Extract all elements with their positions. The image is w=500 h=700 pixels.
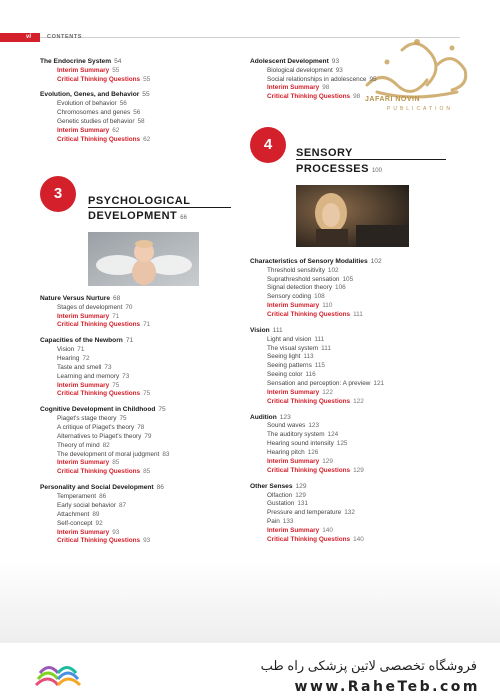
entry-page: 75 xyxy=(119,414,127,422)
entry-title: Light and vision xyxy=(267,335,312,343)
toc-entry[interactable] xyxy=(250,362,460,371)
toc-entry[interactable] xyxy=(40,100,240,109)
toc-entry[interactable] xyxy=(40,364,240,373)
chapter-title-line1: PSYCHOLOGICAL xyxy=(88,195,191,207)
section-heading[interactable] xyxy=(40,91,240,100)
section-page: 111 xyxy=(272,327,283,335)
footer-url-link[interactable]: www.RaheTeb.com xyxy=(294,679,480,695)
toc-entry-highlight[interactable] xyxy=(250,93,460,102)
toc-entry[interactable] xyxy=(250,422,460,431)
entry-page: 125 xyxy=(336,440,348,448)
toc-entry-highlight[interactable] xyxy=(40,127,240,136)
right-column xyxy=(250,58,460,109)
entry-title: Genetic studies of behavior xyxy=(57,117,135,125)
toc-entry[interactable] xyxy=(250,431,460,440)
chapter-title-line2: PROCESSES xyxy=(296,163,369,175)
entry-page: 106 xyxy=(335,284,346,292)
section-heading[interactable] xyxy=(250,414,460,423)
entry-title: Threshold sensitivity xyxy=(267,266,325,274)
toc-entry[interactable] xyxy=(250,509,460,518)
entry-page: 116 xyxy=(305,371,316,379)
entry-page: 110 xyxy=(322,302,333,310)
entry-title: Critical Thinking Questions xyxy=(57,537,141,545)
entry-title: The visual system xyxy=(267,344,319,352)
entry-title: Biological development xyxy=(267,66,333,74)
entry-page: 72 xyxy=(82,354,90,362)
section-title: Audition xyxy=(250,413,277,421)
entry-title: Interim Summary xyxy=(57,459,110,467)
toc-entry-highlight[interactable] xyxy=(250,536,460,545)
entry-page: 56 xyxy=(119,100,127,107)
toc-entry-highlight[interactable] xyxy=(250,302,460,311)
toc-entry-highlight[interactable] xyxy=(250,458,460,467)
toc-entry[interactable] xyxy=(40,451,240,460)
entry-title: Temperament xyxy=(57,492,97,500)
toc-section xyxy=(250,327,460,407)
entry-page: 133 xyxy=(282,518,294,526)
toc-section xyxy=(250,58,460,102)
section-page: 54 xyxy=(114,58,122,65)
section-title: Evolution, Genes, and Behavior xyxy=(40,91,140,99)
toc-entry-highlight[interactable] xyxy=(40,321,240,330)
toc-section xyxy=(40,58,240,84)
toc-entry[interactable] xyxy=(250,353,460,362)
toc-section xyxy=(250,414,460,476)
chapter-title-line2-wrap xyxy=(296,162,382,178)
watermark-line1: JAFARI NOVIN xyxy=(365,96,421,103)
entry-page: 71 xyxy=(77,345,85,353)
entry-page: 140 xyxy=(353,536,364,544)
toc-entry[interactable] xyxy=(250,267,460,276)
entry-title: Alternatives to Piaget's theory xyxy=(57,432,142,440)
toc-entry[interactable] xyxy=(40,373,240,382)
section-page: 75 xyxy=(158,406,166,414)
chapter-page: 100 xyxy=(371,168,382,174)
entry-page: 111 xyxy=(314,335,325,343)
entry-page: 98 xyxy=(353,93,361,101)
page-number: vi xyxy=(0,33,40,42)
entry-page: 123 xyxy=(308,422,320,430)
toc-entry[interactable] xyxy=(40,520,240,529)
footer-fade xyxy=(0,560,500,650)
section-title: Capacities of the Newborn xyxy=(40,337,123,345)
entry-page: 58 xyxy=(137,117,145,125)
toc-entry-highlight[interactable] xyxy=(40,537,240,546)
entry-page: 93 xyxy=(335,66,343,74)
entry-title: Chromosomes and genes xyxy=(57,108,131,116)
section-page: 71 xyxy=(125,337,134,345)
chapter-title-line1: SENSORY xyxy=(296,147,353,159)
entry-title: Interim Summary xyxy=(267,527,320,535)
entry-title: Critical Thinking Questions xyxy=(57,321,141,329)
toc-entry-highlight[interactable] xyxy=(40,459,240,468)
chapter-number-badge: 3 xyxy=(40,176,76,212)
section-title: Nature Versus Nurture xyxy=(40,295,110,302)
toc-entry-highlight[interactable] xyxy=(40,76,240,85)
chapter-number-badge: 4 xyxy=(250,127,286,163)
entry-page: 113 xyxy=(303,353,314,361)
section-heading[interactable] xyxy=(40,484,240,493)
toc-entry[interactable] xyxy=(250,276,460,285)
entry-title: Hearing xyxy=(57,354,80,362)
entry-page: 82 xyxy=(102,441,110,449)
entry-title: Interim Summary xyxy=(57,528,110,536)
toc-entry-highlight[interactable] xyxy=(250,398,460,407)
entry-title: Social relationships in adolescence xyxy=(267,75,367,83)
entry-title: Critical Thinking Questions xyxy=(267,536,351,544)
entry-title: Sensory coding xyxy=(267,293,312,301)
entry-page: 78 xyxy=(137,423,145,431)
section-heading[interactable] xyxy=(40,58,240,67)
entry-title: Vision xyxy=(57,345,75,353)
toc-entry-highlight[interactable] xyxy=(40,529,240,538)
section-page: 55 xyxy=(142,91,150,99)
entry-title: Interim Summary xyxy=(57,66,110,74)
toc-entry[interactable] xyxy=(40,118,240,127)
entry-page: 111 xyxy=(321,344,331,352)
toc-entry-highlight[interactable] xyxy=(250,84,460,93)
entry-page: 129 xyxy=(322,458,333,466)
toc-entry[interactable] xyxy=(40,424,240,433)
entry-title: Hearing sound intensity xyxy=(267,440,334,448)
entry-title: Interim Summary xyxy=(267,389,320,397)
entry-page: 129 xyxy=(295,491,306,499)
section-title: Other Senses xyxy=(250,482,293,490)
toc-entry[interactable] xyxy=(250,380,460,389)
section-page: 102 xyxy=(370,258,382,265)
entry-title: Critical Thinking Questions xyxy=(57,390,141,398)
entry-title: Pressure and temperature xyxy=(267,509,342,517)
entry-title: Evolution of behavior xyxy=(57,100,117,107)
toc-entry[interactable] xyxy=(40,109,240,118)
toc-entry[interactable] xyxy=(250,518,460,527)
entry-page: 115 xyxy=(314,362,325,370)
toc-entry[interactable] xyxy=(40,442,240,451)
entry-page: 126 xyxy=(307,449,319,457)
toc-entry[interactable] xyxy=(250,492,460,501)
entry-page: 124 xyxy=(327,431,339,439)
entry-page: 98 xyxy=(322,84,330,92)
toc-section xyxy=(40,91,240,144)
toc-entry-highlight[interactable] xyxy=(250,389,460,398)
section-heading[interactable] xyxy=(250,258,460,267)
toc-entry-highlight[interactable] xyxy=(40,390,240,399)
toc-entry[interactable] xyxy=(250,449,460,458)
entry-title: Pain xyxy=(267,518,280,526)
entry-page: 87 xyxy=(118,501,127,509)
entry-title: Interim Summary xyxy=(57,312,110,320)
toc-entry[interactable] xyxy=(40,415,240,424)
toc-entry[interactable] xyxy=(40,355,240,364)
toc-entry[interactable] xyxy=(250,293,460,302)
entry-page: 85 xyxy=(143,468,151,476)
section-title: Vision xyxy=(250,327,270,335)
toc-entry[interactable] xyxy=(250,440,460,449)
entry-page: 70 xyxy=(125,303,133,311)
chapter-rule xyxy=(88,207,231,208)
entry-title: A critique of Piaget's theory xyxy=(57,423,135,431)
watermark-line2: PUBLICATION xyxy=(387,106,453,112)
entry-page: 55 xyxy=(112,66,120,74)
section-title: Adolescent Development xyxy=(250,58,329,65)
entry-title: Critical Thinking Questions xyxy=(267,311,351,319)
chapter-rule xyxy=(296,159,446,160)
chapter-title-line2: DEVELOPMENT xyxy=(88,210,178,222)
entry-title: Critical Thinking Questions xyxy=(267,93,351,101)
section-heading[interactable] xyxy=(40,406,240,415)
section-page: 129 xyxy=(295,482,307,490)
entry-title: Taste and smell xyxy=(57,363,102,371)
toc-entry-highlight[interactable] xyxy=(40,67,240,76)
chapter-title-line2-wrap xyxy=(88,209,187,225)
entry-page: 122 xyxy=(322,389,333,397)
section-title: The Endocrine System xyxy=(40,58,112,65)
entry-page: 62 xyxy=(143,135,151,143)
entry-title: Learning and memory xyxy=(57,372,120,380)
entry-title: Seeing color xyxy=(267,371,303,379)
toc-entry-highlight[interactable] xyxy=(250,527,460,536)
toc-entry[interactable] xyxy=(40,433,240,442)
entry-title: Hearing pitch xyxy=(267,449,305,457)
toc-entry-highlight[interactable] xyxy=(40,382,240,391)
entry-page: 93 xyxy=(143,537,151,545)
entry-title: Sound waves xyxy=(267,422,306,430)
section-title: Cognitive Development in Childhood xyxy=(40,406,156,414)
entry-title: Critical Thinking Questions xyxy=(57,75,141,83)
toc-entry[interactable] xyxy=(250,67,460,76)
toc-entry[interactable] xyxy=(250,284,460,293)
toc-entry[interactable] xyxy=(40,502,240,511)
toc-section xyxy=(250,483,460,545)
left-column xyxy=(40,58,240,152)
entry-page: 95 xyxy=(369,75,377,83)
section-title: Personality and Social Development xyxy=(40,484,154,492)
entry-page: 111 xyxy=(353,311,363,319)
entry-title: Self-concept xyxy=(57,519,93,527)
entry-title: Suprathreshold sensation xyxy=(267,275,340,283)
entry-page: 89 xyxy=(92,510,100,518)
entry-title: Theory of mind xyxy=(57,441,100,449)
section-heading[interactable] xyxy=(40,295,240,304)
toc-entry[interactable] xyxy=(250,500,460,509)
entry-page: 62 xyxy=(112,126,120,134)
entry-page: 75 xyxy=(143,390,151,398)
entry-title: Sensation and perception: A preview xyxy=(267,380,371,388)
entry-page: 71 xyxy=(112,312,120,320)
toc-section xyxy=(40,406,240,477)
section-page: 93 xyxy=(331,58,340,65)
entry-page: 129 xyxy=(353,467,364,474)
entry-title: Interim Summary xyxy=(267,84,320,92)
entry-page: 56 xyxy=(133,108,141,116)
toc-section xyxy=(40,337,240,399)
book-logo-icon xyxy=(28,655,88,695)
toc-entry[interactable] xyxy=(250,76,460,85)
entry-title: The auditory system xyxy=(267,431,325,439)
entry-page: 108 xyxy=(314,293,325,301)
entry-page: 83 xyxy=(162,450,170,458)
entry-page: 73 xyxy=(122,372,130,380)
toc-section xyxy=(250,258,460,320)
entry-page: 93 xyxy=(112,528,120,536)
toc-entry[interactable] xyxy=(40,511,240,520)
entry-title: Critical Thinking Questions xyxy=(57,468,141,476)
contents-label: CONTENTS xyxy=(47,34,83,40)
entry-page: 92 xyxy=(95,519,103,527)
toc-entry[interactable] xyxy=(250,336,460,345)
entry-page: 85 xyxy=(112,459,120,467)
entry-page: 140 xyxy=(322,527,333,535)
section-heading[interactable] xyxy=(250,327,460,336)
toc-entry[interactable] xyxy=(250,371,460,380)
chapter-3-sections xyxy=(40,295,240,553)
section-page: 123 xyxy=(279,413,291,421)
entry-title: Early social behavior xyxy=(57,501,116,509)
entry-page: 86 xyxy=(99,492,107,500)
chapter-page: 66 xyxy=(180,215,187,221)
toc-entry[interactable] xyxy=(40,493,240,502)
footer-store-name: فروشگاه تخصصی لاتین پزشکی راه طب xyxy=(260,658,477,673)
section-title: Characteristics of Sensory Modalities xyxy=(250,258,368,265)
entry-title: Critical Thinking Questions xyxy=(57,135,141,143)
toc-section xyxy=(40,484,240,546)
entry-title: Piaget's stage theory xyxy=(57,414,117,422)
entry-title: Stages of development xyxy=(57,303,123,311)
entry-page: 122 xyxy=(353,397,364,405)
entry-title: The development of moral judgment xyxy=(57,450,160,458)
entry-title: Interim Summary xyxy=(57,126,110,134)
toc-entry-highlight[interactable] xyxy=(40,468,240,477)
toc-section xyxy=(40,295,240,330)
toc-entry[interactable] xyxy=(40,304,240,313)
entry-title: Seeing light xyxy=(267,353,301,361)
toc-entry-highlight[interactable] xyxy=(40,313,240,322)
toc-entry[interactable] xyxy=(40,346,240,355)
entry-page: 102 xyxy=(327,266,339,274)
section-page: 86 xyxy=(156,484,164,492)
entry-page: 79 xyxy=(144,432,152,440)
section-page: 68 xyxy=(113,295,121,302)
toc-entry-highlight[interactable] xyxy=(250,467,460,476)
entry-title: Critical Thinking Questions xyxy=(267,397,351,405)
toc-entry[interactable] xyxy=(250,345,460,354)
entry-title: Olfaction xyxy=(267,491,293,499)
entry-page: 121 xyxy=(373,380,385,388)
baby-angel-photo xyxy=(88,232,199,286)
section-heading[interactable] xyxy=(250,58,460,67)
section-heading[interactable] xyxy=(250,483,460,492)
entry-page: 105 xyxy=(342,275,354,283)
entry-title: Gustation xyxy=(267,500,295,508)
entry-title: Attachment xyxy=(57,510,90,518)
toc-entry-highlight[interactable] xyxy=(40,136,240,145)
entry-title: Seeing patterns xyxy=(267,362,312,370)
entry-title: Interim Summary xyxy=(57,381,110,389)
entry-page: 132 xyxy=(344,509,355,517)
entry-page: 71 xyxy=(143,321,151,329)
section-heading[interactable] xyxy=(40,337,240,346)
entry-page: 55 xyxy=(143,75,151,83)
toc-entry-highlight[interactable] xyxy=(250,311,460,320)
entry-page: 73 xyxy=(104,363,112,371)
entry-title: Critical Thinking Questions xyxy=(267,467,351,474)
entry-title: Interim Summary xyxy=(267,302,320,310)
chapter-4-sections xyxy=(250,258,460,552)
entry-page: 75 xyxy=(112,381,120,389)
entry-title: Interim Summary xyxy=(267,458,320,466)
entry-title: Signal detection theory xyxy=(267,284,333,292)
entry-page: 131 xyxy=(297,500,309,508)
woman-sensory-photo xyxy=(296,185,409,247)
